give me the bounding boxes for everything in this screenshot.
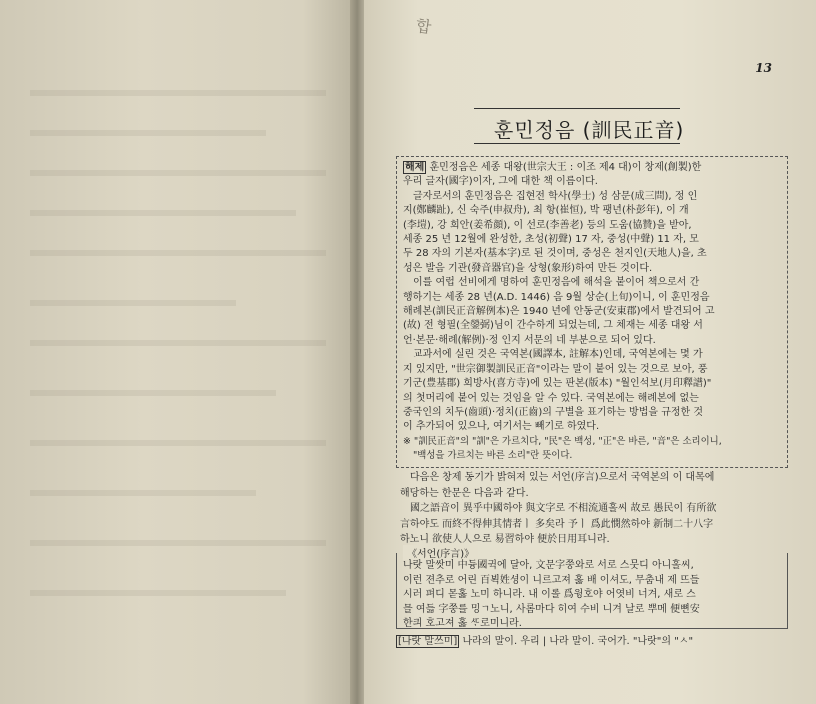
explanation-line: 해례본(訓民正音解例本)은 1940 년에 안동군(安東郡)에서 발견되어 고 — [403, 306, 715, 318]
explanation-tag: 해제 — [405, 162, 425, 173]
explanation-line: (李塏), 강 희안(姜希顔), 이 선로(李善老) 등의 도움(協贊)을 받아, — [403, 219, 692, 231]
hanmun-line: 言하야도 而終不得伸其情者ㅣ 多矣라 予ㅣ 爲此憫然하야 新制二十八字 — [400, 518, 714, 530]
page-number: 13 — [755, 61, 772, 75]
explanation-line: (故) 전 형필(全鎣弼)님이 간수하게 되었는데, 그 체재는 세종 대왕 서 — [403, 320, 703, 332]
footnote — [396, 635, 796, 649]
explanation-note: ※ "訓民正音"의 "訓"은 가르치다, "民"은 백성, "正"은 바른, "音"은 소리이니, — [403, 435, 722, 447]
explanation-line: 이 추가되어 있으나, 여기서는 빼기로 하였다. — [403, 421, 600, 433]
title-rule-top — [474, 108, 680, 109]
left-page — [0, 0, 356, 704]
preface-line: 시러 펴디 몯홇 노미 하니라. 내 이롤 爲윙호야 어엿비 너겨, 새로 스 — [403, 589, 696, 600]
explanation-line: 이를 여럽 선비에게 명하여 훈민정음에 해석을 붙이어 책으로서 간 — [413, 277, 700, 289]
hanmun-line: 하노니 欲使人人으로 易習하야 便於日用耳니라. — [400, 534, 610, 545]
explanation-line: 중국인의 치두(齒頭)·정치(正齒)의 구별을 표기하는 방법을 규정한 것 — [403, 406, 704, 418]
hanmun-line: 國之語音이 異乎中國하야 與文字로 不相流通홀씨 故로 愚民이 有所欲 — [410, 503, 717, 514]
body-line: 해당하는 한문은 다음과 같다. — [400, 487, 529, 499]
preface-line: 믈 여듧 字쭝를 밍ㄱ노니, 사롬마다 히여 수비 니겨 날로 뿌메 便뼌安 — [403, 603, 700, 615]
handwritten-mark: 합 — [414, 16, 433, 37]
preface-line: 한킈 호고져 홇 ᄯᆞ로미니라. — [403, 618, 522, 629]
explanation-line: 기군(豊基郡) 희방사(喜方寺)에 있는 판본(版本) "월인석보(月印釋譜)" — [403, 378, 712, 390]
footnote-term: [나랏 말쓰미] — [398, 636, 458, 647]
preface-label: 《서언(序言)》 — [403, 545, 478, 560]
explanation-line: 글자로서의 훈민정음은 집현전 학사(學士) 성 삼문(成三問), 정 인 — [413, 190, 698, 202]
preface-line: 나랏 말쌋미 中듕國귁에 달아, 文문字쭝와로 서로 스뭇디 아니홀씨, — [403, 560, 694, 571]
explanation-line: 지(鄭麟趾), 신 숙주(申叔舟), 최 항(崔恒), 박 팽년(朴彭年), 이 개 — [403, 205, 689, 217]
footnote-line — [396, 635, 796, 649]
title-rule-bottom — [474, 143, 680, 144]
explanation-line: 교과서에 실린 것은 국역본(國譯本, 註解本)인데, 국역본에는 몇 가 — [413, 349, 703, 361]
explanation-line: 두 28 자의 기본자(基本字)로 된 것이며, 중성은 천지인(天地人)을, 초 — [403, 248, 707, 260]
explanation-line: 언·본문·해례(解例)·정 인지 서문의 네 부분으로 되어 있다. — [403, 334, 656, 346]
explanation-box — [396, 156, 788, 468]
explanation-line: 의 첫머리에 붙어 있는 것임을 알 수 있다. 국역본에는 해례본에 없는 — [403, 392, 699, 404]
explanation-line: 행하기는 세종 28 년(A.D. 1446) 음 9월 상순(上旬)이니, 이 훈민정음 — [403, 291, 710, 303]
explanation-line: 세종 25 년 12월에 완성한, 초성(初聲) 17 자, 중성(中聲) 11 자, 모 — [403, 234, 699, 246]
footnote-text: 나라의 말이. 우리 | 나라 말이. 국어가. "나랏"의 "ㅅ" — [462, 636, 694, 647]
explanation-line: 해제 훈민정음은 세종 대왕(世宗大王 : 이조 제4 대)이 창제(創製)한 — [405, 162, 702, 173]
explanation-note: "백성을 가르치는 바른 소리"란 뜻이다. — [413, 450, 573, 462]
body-line: 다음은 창제 동기가 밝혀져 있는 서언(序言)으로서 국역본의 이 대목에 — [410, 472, 715, 483]
right-page — [364, 0, 816, 704]
body-text — [400, 470, 790, 548]
preface-box — [396, 549, 788, 629]
page-title: 훈민정음 (訓民正音) — [494, 118, 685, 142]
explanation-line: 지 있지만, "世宗御製訓民正音"이라는 말이 붙어 있는 것으로 보아, 풍 — [403, 363, 708, 375]
explanation-line: 성은 발음 기관(發音器官)을 상형(象形)하여 만든 것이다. — [403, 262, 653, 274]
preface-line: 이런 젼추로 어린 百뵉姓셩이 니르고져 홇 배 이셔도, 무춤내 제 뜨들 — [403, 574, 700, 586]
explanation-line: 우리 글자(國字)이자, 그에 대한 책 이름이다. — [403, 176, 598, 188]
